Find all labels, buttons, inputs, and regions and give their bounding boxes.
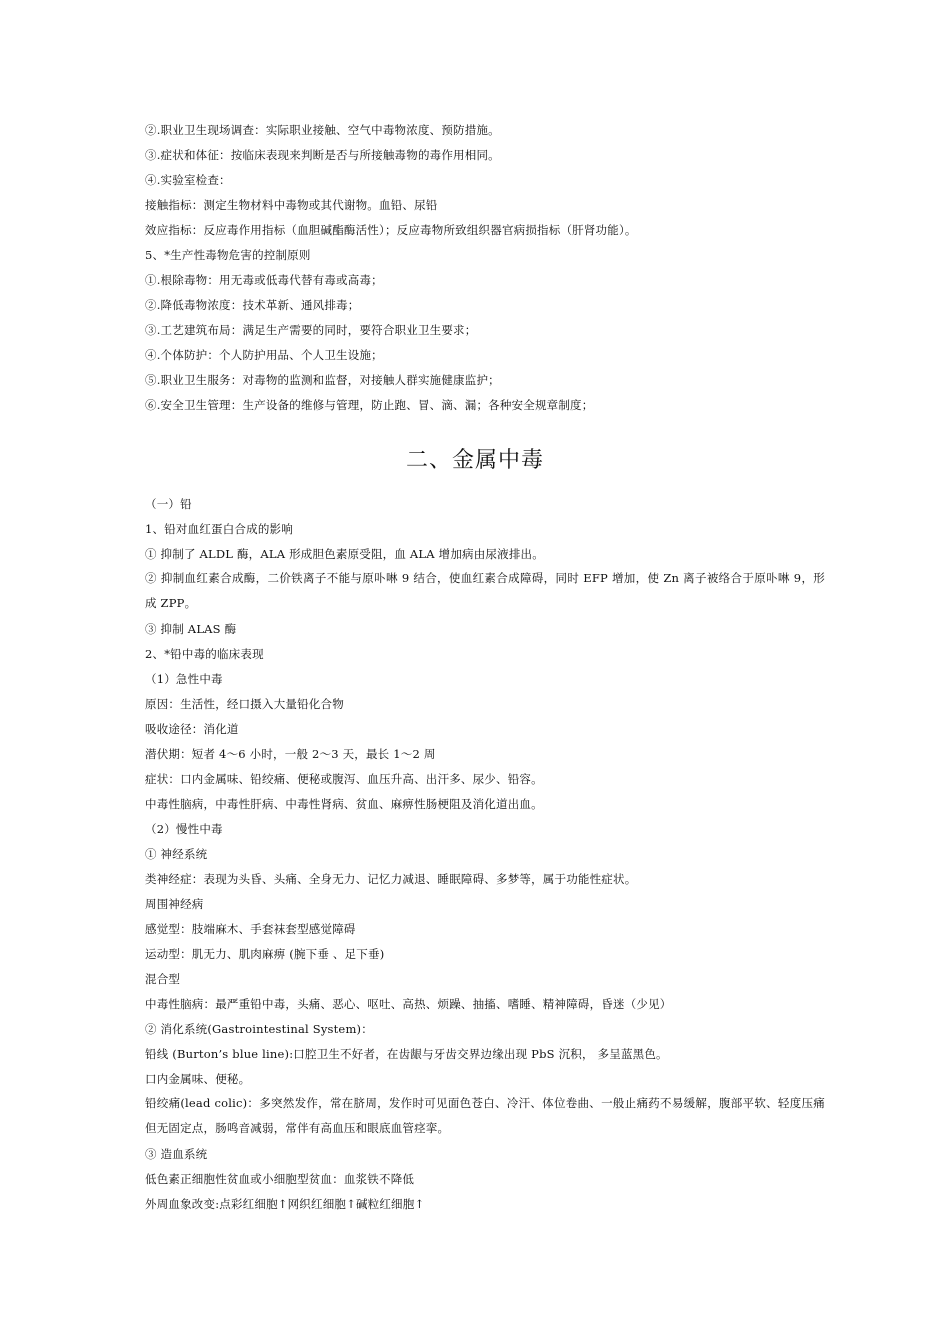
text-line: 1、铅对血红蛋白合成的影响 — [145, 522, 293, 536]
text-line: 接触指标：测定生物材料中毒物或其代谢物。血铅、尿铅 — [145, 198, 438, 212]
text-line: 5、*生产性毒物危害的控制原则 — [145, 248, 311, 262]
text-paragraph: ② 抑制血红素合成酶，二价铁离子不能与原卟啉 9 结合，使血红素合成障碍，同时 EFP 增加，使 Zn 离子被络合于原卟啉 9，形成 ZPP。 — [145, 571, 825, 610]
text-line: （2）慢性中毒 — [145, 822, 223, 836]
text-line: 2、*铅中毒的临床表现 — [145, 647, 264, 661]
text-line: 症状：口内金属味、铅绞痛、便秘或腹泻、血压升高、出汗多、尿少、铅容。 — [145, 772, 543, 786]
subsection-title: （一）铅 — [145, 497, 192, 511]
text-line: ③.工艺建筑布局：满足生产需要的同时，要符合职业卫生要求； — [145, 323, 477, 337]
text-line: 类神经症：表现为头昏、头痛、全身无力、记忆力减退、睡眠障碍、多梦等，属于功能性症状。 — [145, 872, 637, 886]
text-line: 效应指标：反应毒作用指标（血胆碱酯酶活性）；反应毒物所致组织器官病损指标（肝肾功能）。 — [145, 223, 637, 237]
text-line: ②.职业卫生现场调查：实际职业接触、空气中毒物浓度、预防措施。 — [145, 123, 500, 137]
text-line: ③ 造血系统 — [145, 1147, 208, 1161]
text-line: ⑥.安全卫生管理：生产设备的维修与管理，防止跑、冒、滴、漏；各种安全规章制度； — [145, 398, 594, 412]
text-line: （1）急性中毒 — [145, 672, 223, 686]
text-line: ② 消化系统(Gastrointestinal System)： — [145, 1022, 373, 1036]
text-line: 铅线 (Burton’s blue line):口腔卫生不好者，在齿龈与牙齿交界边缘出现 PbS 沉积， 多呈蓝黑色。 — [145, 1047, 668, 1061]
text-line: ①.根除毒物：用无毒或低毒代替有毒或高毒； — [145, 273, 383, 287]
text-line: 周围神经病 — [145, 897, 204, 911]
text-line: 运动型：肌无力、肌肉麻痹 (腕下垂 、足下垂) — [145, 947, 385, 961]
text-paragraph: 铅绞痛(lead colic)：多突然发作，常在脐周，发作时可见面色苍白、冷汗、体位卷曲、一般止痛药不易缓解，腹部平软、轻度压痛但无固定点，肠鸣音减弱，常伴有高血压和眼底血管痉挛。 — [145, 1096, 825, 1135]
text-line: ④.个体防护：个人防护用品、个人卫生设施； — [145, 348, 383, 362]
text-line: ④.实验室检查： — [145, 173, 231, 187]
text-line: 原因：生活性，经口摄入大量铅化合物 — [145, 697, 344, 711]
text-line: ⑤.职业卫生服务：对毒物的监测和监督，对接触人群实施健康监护； — [145, 373, 500, 387]
text-line: 中毒性脑病，中毒性肝病、中毒性肾病、贫血、麻痹性肠梗阻及消化道出血。 — [145, 797, 543, 811]
text-line: 吸收途径：消化道 — [145, 722, 239, 736]
text-line: 口内金属味、便秘。 — [145, 1072, 251, 1086]
text-line: 低色素正细胞性贫血或小细胞型贫血：血浆铁不降低 — [145, 1172, 415, 1186]
section-title: 二、金属中毒 — [405, 448, 544, 473]
text-line: ③ 抑制 ALAS 酶 — [145, 622, 237, 636]
text-line: 潜伏期：短者 4～6 小时，一般 2～3 天，最长 1～2 周 — [145, 747, 436, 761]
text-line: 混合型 — [145, 972, 181, 986]
text-line: 外周血象改变:点彩红细胞↑网织红细胞↑碱粒红细胞↑ — [145, 1197, 425, 1211]
text-line: 中毒性脑病：最严重铅中毒，头痛、恶心、呕吐、高热、烦躁、抽搐、嗜睡、精神障碍，昏迷（少见） — [145, 997, 672, 1011]
text-line: ① 神经系统 — [145, 847, 208, 861]
text-line: 感觉型：肢端麻木、手套袜套型感觉障碍 — [145, 922, 356, 936]
text-line: ③.症状和体征：按临床表现来判断是否与所接触毒物的毒作用相同。 — [145, 148, 500, 162]
text-line: ②.降低毒物浓度：技术革新、通风排毒； — [145, 298, 360, 312]
text-line: ① 抑制了 ALDL 酶，ALA 形成胆色素原受阻，血 ALA 增加病由尿液排出。 — [145, 547, 544, 561]
